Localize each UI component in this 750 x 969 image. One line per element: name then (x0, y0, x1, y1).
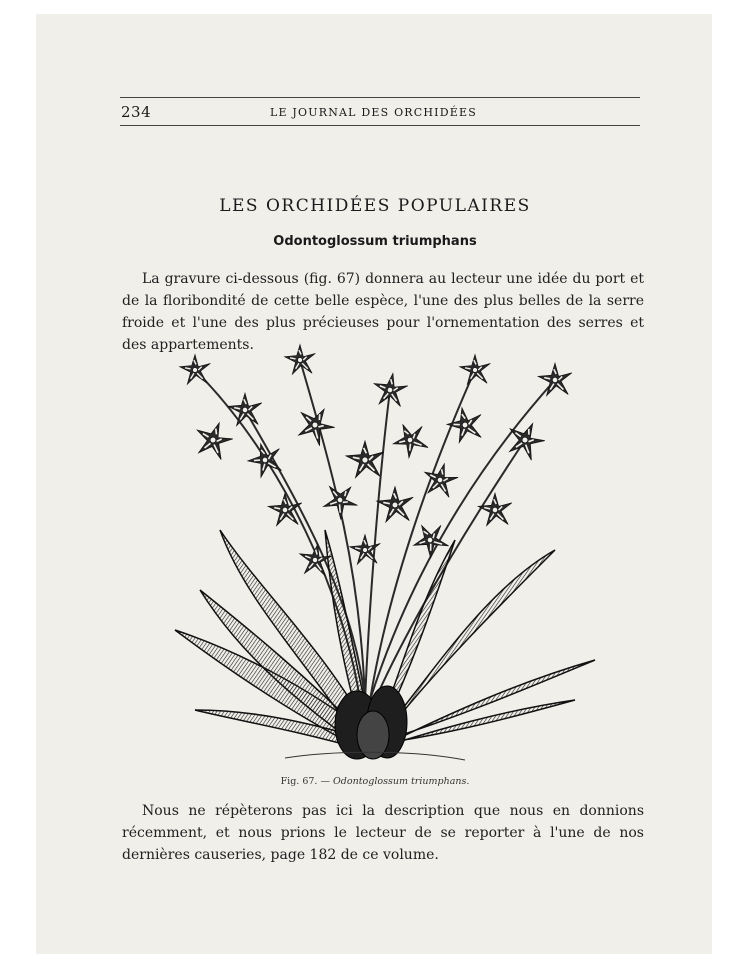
page-number: 234 (121, 103, 152, 121)
closing-paragraph: Nous ne répèterons pas ici la description que nous en donnions récemment, et nous prions le lecteur de se reporter à l'une de nos dernières causeries, page 182 de ce volume. (122, 803, 644, 863)
intro-paragraph: La gravure ci-dessous (fig. 67) donnera au lecteur une idée du port et de la floribondité de cette belle espèce, l'une des plus belles de la serre froide et l'une des plus précieuses pour l'ornementation des serres et des appartements. (122, 271, 644, 353)
running-title: LE JOURNAL DES ORCHIDÉES (270, 106, 477, 119)
orchid-engraving-illustration (165, 330, 605, 770)
section-title: LES ORCHIDÉES POPULAIRES (219, 196, 531, 216)
caption-prefix: Fig. 67. — (280, 776, 333, 787)
caption-species: Odontoglossum triumphans. (333, 776, 470, 787)
article-subtitle: Odontoglossum triumphans (273, 234, 477, 249)
header-rule-top (120, 97, 640, 98)
figure-caption (0, 776, 750, 787)
header-rule-bottom (120, 125, 640, 126)
